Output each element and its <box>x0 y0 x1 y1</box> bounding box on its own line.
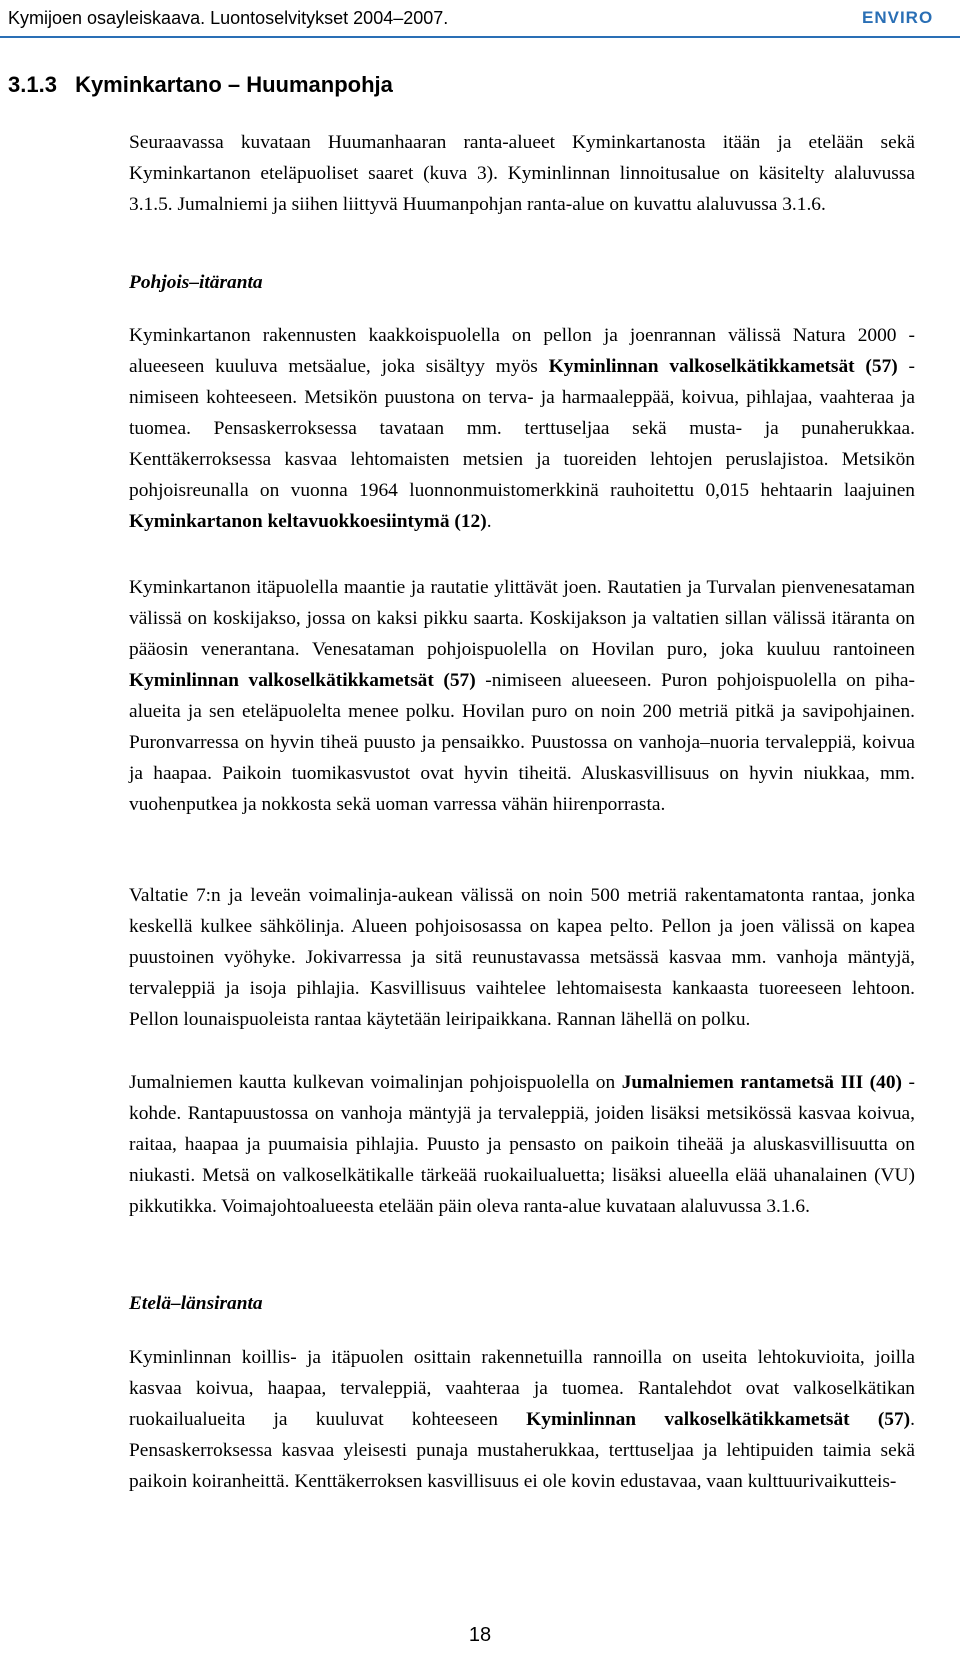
paragraph-2-text-b: -nimiseen alueeseen. Puron pohjoispuolella on piha-alueita ja sen eteläpuolelta menee polku. Hovilan puro on noin 200 metriä pitkä ja savipohjainen. Puronvarressa on hyvin tiheä puusto ja pensaikko. Puustossa on vanhoja–nuoria tervaleppiä, koivua ja haapaa. Paikoin tuomikasvustot ovat hyvin tiheitä. Aluskasvillisuus on hyvin niukkaa, mm. vuohenputkea ja nokkosta sekä uoman varressa vähän hiirenporrasta. <box>129 670 915 815</box>
paragraph-4 <box>129 1067 915 1222</box>
subsection-heading-north-east: Pohjois–itäranta <box>129 272 263 293</box>
enviro-logo-text: ENVIRO <box>862 8 934 27</box>
paragraph-5-container <box>129 1342 915 1527</box>
page-header <box>0 0 960 36</box>
paragraph-4-text-a: Jumalniemen kautta kulkevan voimalinjan pohjoispuolella on <box>129 1072 622 1093</box>
paragraph-5-text-a: Kyminlinnan koillis- ja itäpuolen osittain rakennetuilla rannoilla on useita lehtokuvioita, joilla kasvaa koivua, haapaa, tervaleppiä, vaahteraa ja tuomea. Rantalehdot ovat valkoselkätikan ruokailualueita ja kuuluvat kohteeseen <box>129 1347 915 1430</box>
section-title: Kyminkartano – Huumanpohja <box>75 72 393 97</box>
header-divider <box>0 36 960 38</box>
paragraph-1 <box>129 320 915 537</box>
paragraph-5 <box>129 1342 915 1497</box>
section-heading <box>0 72 960 98</box>
paragraph-1-text-b: -nimiseen kohteeseen. Metsikön puustona on terva- ja harmaaleppää, koivua, pihlajaa, vaahteraa ja tuomea. Pensaskerroksessa tavataan mm. terttuseljaa sekä musta- ja punaherukkaa. Kenttäkerroksessa kasvaa lehtomaisten metsien ja tuoreiden lehtojen peruslajistoa. Metsikön pohjoisreunalla on vuonna 1964 luonnonmuistomerkkinä rauhoitettu 0,015 hehtaarin laajuinen <box>129 356 915 501</box>
site-name-kyminlinna-woodpecker-forests: Kyminlinnan valkoselkätikkametsät (57) <box>526 1409 911 1430</box>
paragraph-1-text-c: . <box>486 511 492 532</box>
site-name-kyminkartano-anemone: Kyminkartanon keltavuokkoesiintymä (12) <box>129 511 487 532</box>
site-name-kyminlinna-woodpecker-forests: Kyminlinnan valkoselkätikkametsät (57) <box>129 670 476 691</box>
subsection-heading-south-west: Etelä–länsiranta <box>129 1293 263 1314</box>
paragraph-4-text-b: -kohde. Rantapuustossa on vanhoja mäntyjä ja tervaleppiä, joiden lisäksi metsikössä kasvaa koivua, raitaa, haapaa ja puumaisia pihlajia. Puusto ja pensasto on paikoin tiheää ja aluskasvillisuutta on niukasti. Metsä on valkoselkätikalle tärkeää ruokailualuetta; lisäksi alueella elää uhanalainen (VU) pikkutikka. Voimajohtoalueesta etelään päin oleva ranta-alue kuvataan alaluvussa 3.1.6. <box>129 1072 916 1217</box>
paragraph-1-text-a: Kyminkartanon rakennusten kaakkoispuolella on pellon ja joenrannan välissä Natura 2000 -alueeseen kuuluva metsäalue, joka sisältyy myös <box>129 325 915 377</box>
paragraph-3 <box>129 880 915 1035</box>
section-number: 3.1.3 <box>8 72 57 97</box>
site-name-kyminlinna-woodpecker-forests: Kyminlinnan valkoselkätikkametsät (57) <box>548 356 898 377</box>
header-title: Kymijoen osayleiskaava. Luontoselvitykset 2004–2007. <box>8 8 449 28</box>
enviro-logo <box>862 6 948 34</box>
paragraph-2-text-a: Kyminkartanon itäpuolella maantie ja rautatie ylittävät joen. Rautatien ja Turvalan pienvenesataman välissä on koskijakso, jossa on kaksi pikku saarta. Koskijakson ja valtatien sillan välissä itäranta on pääosin venerantana. Venesataman pohjoispuolella on Hovilan puro, joka kuuluu rantoineen <box>129 577 915 660</box>
site-name-jumalniemi-shore-forest: Jumalniemen rantametsä III (40) <box>621 1072 902 1093</box>
page-number: 18 <box>468 1624 492 1646</box>
paragraph-5-text-b: . Pensaskerroksessa kasvaa yleisesti punaja mustaherukkaa, terttuseljaa ja lehtipuiden taimia sekä paikoin koiranheittä. Kenttäkerroksen kasvillisuus ei ole kovin edustavaa, vaan kulttuurivaikutteis- <box>129 1409 915 1492</box>
intro-text: Seuraavassa kuvataan Huumanhaaran ranta-alueet Kyminkartanosta itään ja etelään sekä Kyminkartanon eteläpuoliset saaret (kuva 3). Kyminlinnan linnoitusalue on käsitelty alaluvussa 3.1.5. Jumalniemi ja siihen liittyvä Huumanpohjan ranta-alue on kuvattu alaluvussa 3.1.6. <box>129 132 915 215</box>
intro-paragraph <box>129 127 915 220</box>
paragraph-3-text: Valtatie 7:n ja leveän voimalinja-aukean välissä on noin 500 metriä rakentamatonta rantaa, jonka keskellä kulkee sähkölinja. Alueen pohjoisosassa on kapea pelto. Pellon ja joen välissä on kapea puustoinen vyöhyke. Jokivarressa ja sitä reunustavassa metsässä kasvaa mm. vanhoja mäntyjä, tervaleppiä ja isoja pihlajia. Kasvillisuus vaihtelee lehtomaisesta kankaasta tuoreeseen lehtoon. Pellon lounaispuoleista rantaa käytetään leiripaikkana. Rannan lähellä on polku. <box>129 885 915 1030</box>
enviro-logo-mark <box>862 6 948 28</box>
paragraph-2 <box>129 572 915 820</box>
